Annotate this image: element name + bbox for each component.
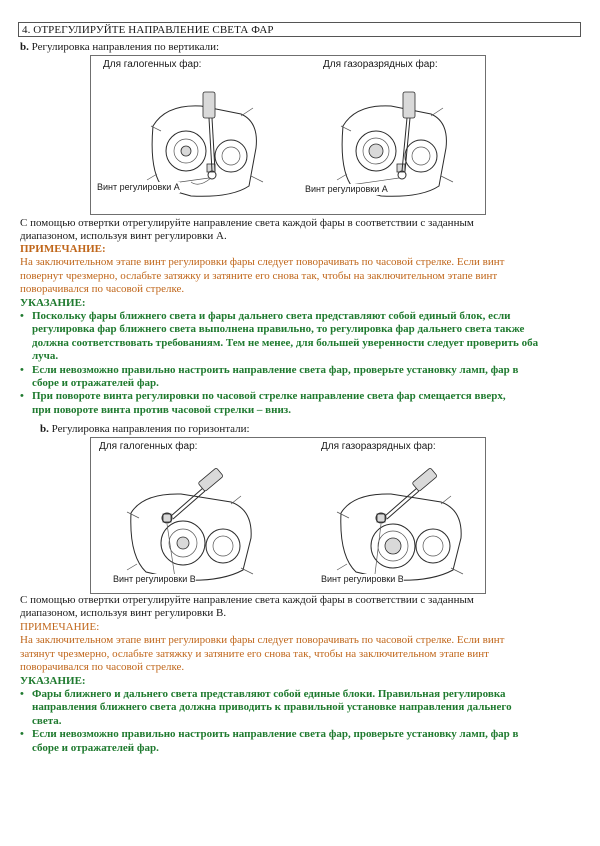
horizontal-figure <box>90 437 486 594</box>
horizontal-instruction-line: диапазоном, используя винт регулировки В. <box>20 607 227 620</box>
vertical-label-xenon: Для газоразрядных фар: <box>323 59 438 70</box>
vertical-instruction <box>20 217 580 244</box>
horizontal-sub-text: Регулировка направления по горизонтали: <box>51 423 250 435</box>
vertical-note-line: На заключительном этапе винт регулировки фары следует поворачивать по часовой стрелке. Если винт <box>20 256 505 269</box>
horizontal-note-line: поворачивался по часовой стрелке. <box>20 661 185 674</box>
vertical-instruction-line: С помощью отвертки отрегулируйте направление света каждой фары в соответствии с заданным <box>20 217 474 229</box>
vertical-note-line: повернут чрезмерно, ослабьте затяжку и затяните его снова так, чтобы на заключительном этапе винт <box>20 269 498 282</box>
horizontal-callout-halogen: Винт регулировки В <box>113 574 196 584</box>
vertical-callout-halogen: Винт регулировки А <box>97 182 180 192</box>
bullet-icon: • <box>20 728 24 741</box>
vertical-note <box>20 243 580 297</box>
horizontal-sub-letter: b. <box>40 423 49 435</box>
horizontal-note-line: На заключительном этапе винт регулировки фары следует поворачивать по часовой стрелке. Если винт <box>20 634 505 647</box>
vertical-callout-xenon: Винт регулировки А <box>305 184 388 194</box>
bullet-icon: • <box>20 363 24 376</box>
horizontal-note <box>20 621 580 675</box>
list-item: • Фары ближнего и дальнего света представляют собой единые блоки. Правильная регулировка направления ближнего света должна приводить к правильной установке направления дальнего света. <box>20 688 512 727</box>
bullet-icon: • <box>20 310 24 322</box>
vertical-hint-heading: УКАЗАНИЕ: <box>20 297 86 309</box>
section-title: 4. ОТРЕГУЛИРУЙТЕ НАПРАВЛЕНИЕ СВЕТА ФАР <box>18 22 581 37</box>
xenon-headlamp-illustration <box>337 92 453 196</box>
vertical-note-line: поворачивался по часовой стрелке. <box>20 283 185 296</box>
horizontal-note-heading: ПРИМЕЧАНИЕ: <box>20 621 100 633</box>
list-item: • Если невозможно правильно настроить направление света фар, проверьте установку ламп, фар в сборе и отражателей фар. <box>20 363 519 390</box>
vertical-sub-letter: b. <box>20 41 29 53</box>
halogen-headlamp-illustration <box>127 468 253 581</box>
horizontal-label-halogen: Для галогенных фар: <box>99 441 198 452</box>
horizontal-label-xenon: Для газоразрядных фар: <box>321 441 436 452</box>
horizontal-subheading <box>40 423 250 436</box>
halogen-headlamp-illustration <box>147 92 263 196</box>
xenon-headlamp-illustration <box>337 468 463 581</box>
horizontal-callout-xenon: Винт регулировки В <box>321 574 404 584</box>
horizontal-headlamp-drawing <box>91 438 485 593</box>
list-item: • Если невозможно правильно настроить направление света фар, проверьте установку ламп, фар в сборе и отражателей фар. <box>20 728 519 754</box>
list-item: • При повороте винта регулировки по часовой стрелке направление света фар смещается вверх, при повороте винта против часовой стрелки – вниз. <box>20 390 506 416</box>
horizontal-note-line: затянут чрезмерно, ослабьте затяжку и затяните его снова так, чтобы на заключительном этапе винт <box>20 647 489 660</box>
vertical-figure <box>90 55 486 215</box>
vertical-instruction-line: диапазоном, используя винт регулировки А. <box>20 230 227 243</box>
vertical-sub-text: Регулировка направления по вертикали: <box>31 41 220 53</box>
vertical-label-halogen: Для галогенных фар: <box>103 59 202 70</box>
bullet-icon: • <box>20 688 24 700</box>
vertical-hint-list <box>20 310 580 417</box>
vertical-subheading <box>20 41 219 54</box>
horizontal-hint-heading: УКАЗАНИЕ: <box>20 675 86 687</box>
horizontal-instruction <box>20 594 580 621</box>
bullet-icon: • <box>20 390 24 403</box>
horizontal-hint-list <box>20 688 580 755</box>
vertical-note-heading: ПРИМЕЧАНИЕ: <box>20 243 106 255</box>
list-item: • Поскольку фары ближнего света и фары дальнего света представляют собой единый блок, если регулировка фар ближнего света выполнена правильно, то регулировка фар дальнего света также должна соответствовать требованиям. Тем не менее, для большей уверенности следует проверить оба луча. <box>20 310 539 363</box>
horizontal-instruction-line: С помощью отвертки отрегулируйте направление света каждой фары в соответствии с заданным <box>20 594 474 606</box>
